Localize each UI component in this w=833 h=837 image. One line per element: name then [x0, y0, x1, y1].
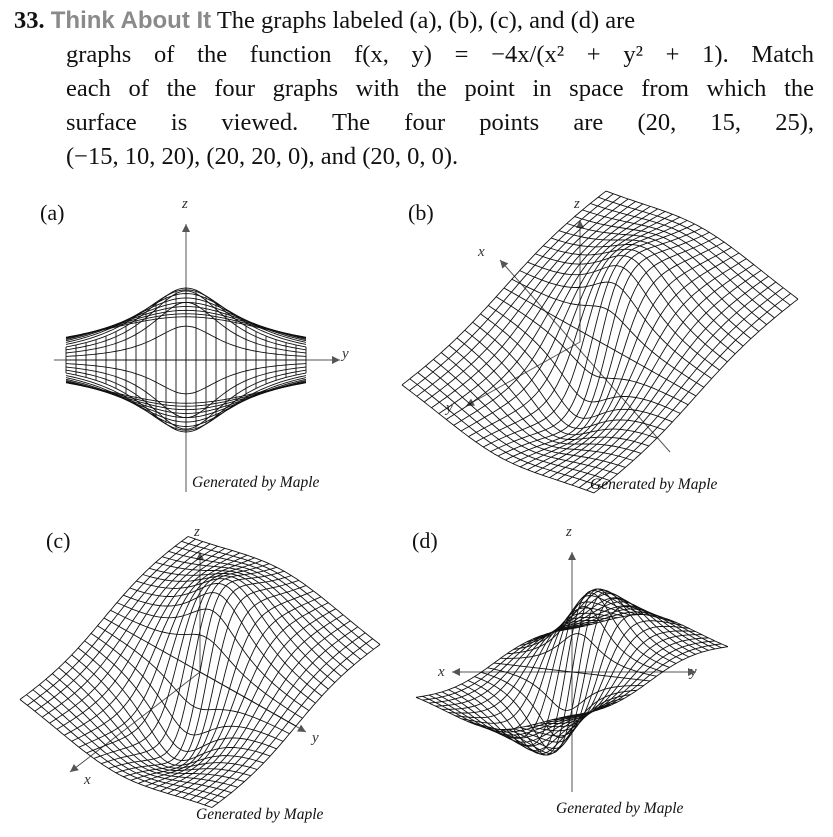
mesh-line	[111, 610, 303, 718]
problem-text-line-4: surface is viewed. The four points are (20, 15, 25),	[66, 109, 814, 136]
axis-label-z: z	[574, 196, 580, 212]
mesh-line	[85, 641, 277, 752]
mesh-line	[33, 690, 225, 798]
panel-label-c: (c)	[46, 528, 71, 553]
z-axis-arrow	[182, 224, 190, 232]
axis-label-z: z	[182, 196, 188, 212]
problem-line-4	[14, 106, 814, 140]
problem-text	[14, 4, 814, 174]
axis-label-y: y	[312, 730, 319, 746]
y-axis-arrow	[688, 668, 696, 676]
problem-title: Think About It	[50, 7, 212, 34]
surface-mesh	[402, 191, 798, 493]
mesh-line	[535, 254, 727, 362]
mesh-line	[98, 626, 290, 734]
mesh-line	[520, 589, 676, 664]
panel-label-b: (b)	[408, 200, 434, 225]
problem-text-line-1: The graphs labeled (a), (b), (c), and (d) are	[216, 7, 636, 34]
axis-label-z: z	[566, 524, 572, 540]
z-axis-arrow	[568, 552, 576, 560]
y-axis	[466, 342, 580, 406]
surface-graph-a	[10, 192, 426, 504]
mesh-line	[468, 681, 624, 756]
axis-label-x: x	[438, 664, 445, 680]
graph-panel-c	[10, 522, 426, 834]
axis-label-y: y	[446, 400, 453, 416]
problem-line-2	[14, 38, 814, 72]
surface-graph-d	[400, 522, 816, 834]
problem-text-line-3: each of the four graphs with the point in space from which the	[66, 75, 814, 102]
y-axis-arrow	[332, 356, 340, 364]
graph-panel-b	[400, 192, 816, 504]
mesh-line	[465, 330, 657, 438]
y-axis-arrow	[297, 725, 306, 732]
mesh-line	[598, 197, 790, 305]
graph-panel-d	[400, 522, 816, 834]
mesh-line	[543, 246, 735, 354]
caption-d: Generated by Maple	[556, 800, 684, 817]
problem-number: 33.	[14, 7, 45, 34]
panel-label-d: (d)	[412, 528, 438, 553]
axis-label-z: z	[194, 524, 200, 540]
caption-c: Generated by Maple	[196, 806, 324, 823]
problem-line-1	[14, 4, 814, 38]
mesh-line	[410, 379, 602, 487]
problem-line-3	[14, 72, 814, 106]
axis-label-y: y	[342, 346, 349, 362]
problem-line-5	[14, 140, 814, 174]
surface-graph-b	[400, 192, 816, 504]
caption-b: Generated by Maple	[590, 476, 718, 493]
surface-mesh	[66, 288, 306, 432]
problem-text-line-5: (−15, 10, 20), (20, 20, 0), and (20, 0, 0).	[66, 143, 459, 170]
x-axis-arrow	[452, 668, 460, 676]
mesh-line	[123, 593, 315, 704]
surface-graph-c	[10, 522, 426, 834]
problem-text-line-2: graphs of the function f(x, y) = −4x/(x² + y² + 1). Match	[66, 41, 814, 68]
axis-label-x: x	[84, 772, 91, 788]
panel-label-a: (a)	[40, 200, 65, 225]
caption-a: Generated by Maple	[192, 474, 320, 491]
graph-panel-a	[10, 192, 426, 504]
mesh-line	[175, 546, 367, 654]
x-axis-arrow	[70, 764, 79, 772]
mesh-line	[504, 288, 696, 396]
axis-label-x: x	[478, 244, 485, 260]
